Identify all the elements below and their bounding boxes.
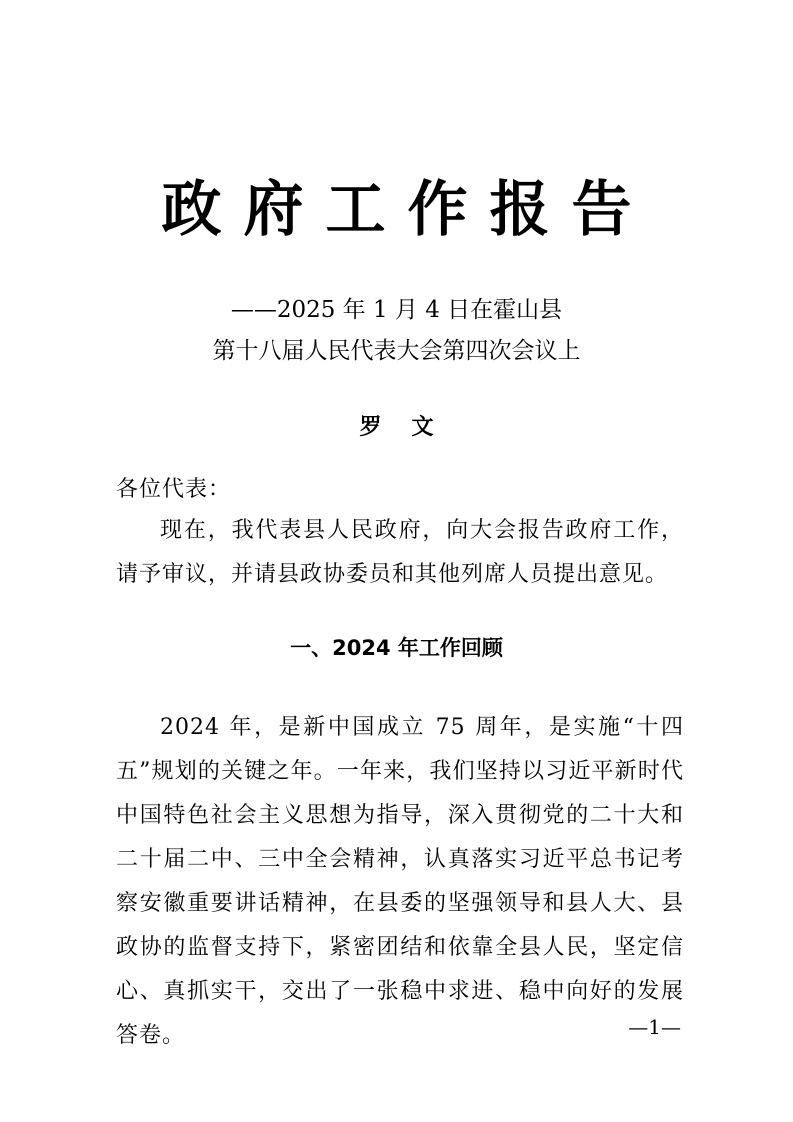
author-name: 罗文 <box>359 415 464 440</box>
review-paragraph: 2024 年，是新中国成立 75 周年，是实施“十四五”规划的关键之年。一年来，我们坚持以习近平新时代中国特色社会主义思想为指导，深入贯彻党的二十大和二十届二中、三中全会精神，认真落实习近平总书记考察安徽重要讲话精神，在县委的坚强领导和县人大、县政协的监督支持下，紧密团结和依靠全县人民，坚定信心、真抓实干，交出了一张稳中求进、稳中向好的发展答卷。 <box>116 715 684 1048</box>
salutation: 各位代表： <box>116 477 232 502</box>
document-title: 政府工作报告 <box>161 175 654 245</box>
subtitle-line-2: 第十八届人民代表大会第四次会议上 <box>212 338 581 364</box>
section-heading: 一、2024 年工作回顾 <box>290 636 503 660</box>
page-number: —1— <box>628 1015 681 1039</box>
subtitle-line-1: ——2025 年 1 月 4 日在霍山县 <box>230 297 563 323</box>
intro-paragraph: 现在，我代表县人民政府，向大会报告政府工作，请予审议，并请县政协委员和其他列席人员提出意见。 <box>116 518 684 587</box>
